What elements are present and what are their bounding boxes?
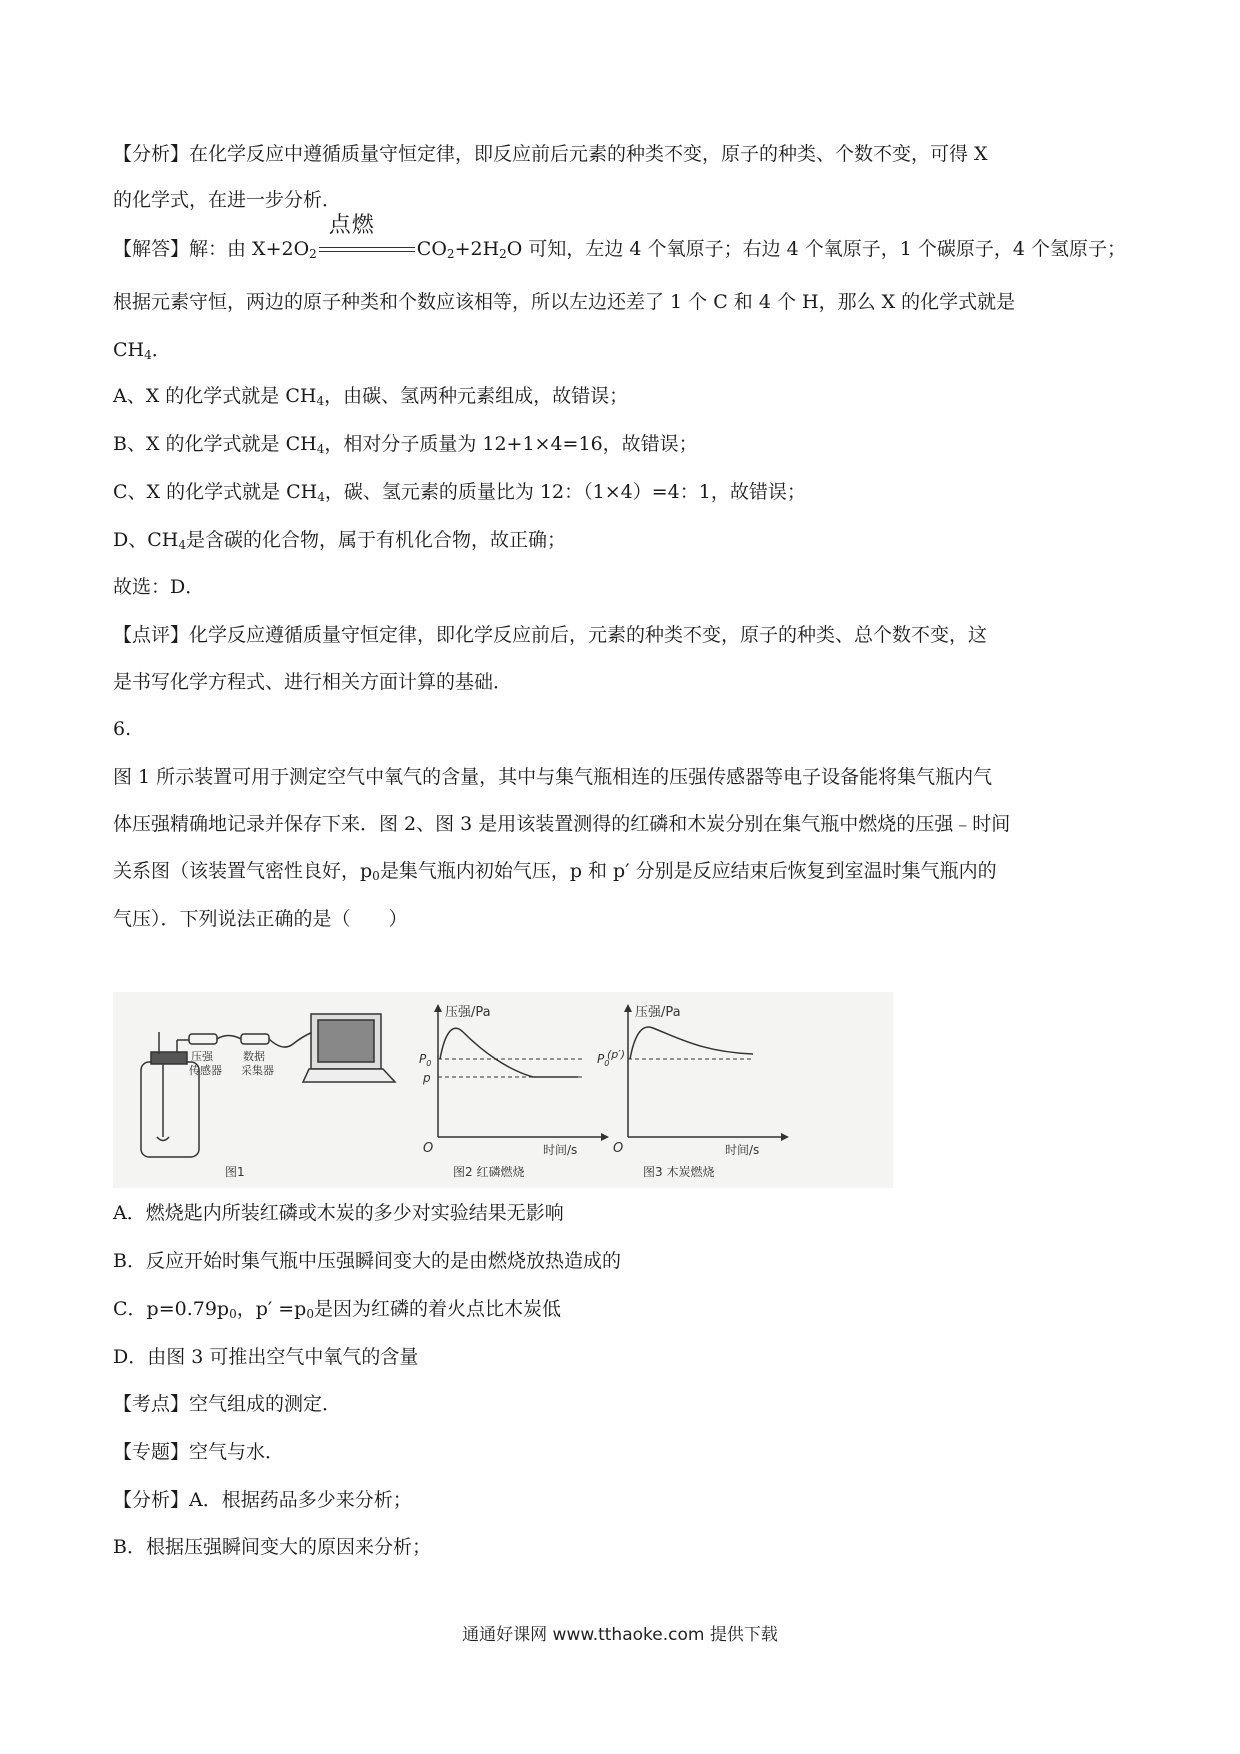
q6-option-c <box>113 1296 1130 1327</box>
solution-line-2: 根据元素守恒，两边的原子种类和个数应该相等，所以左边还差了 1 个 C 和 4 个 H，那么 X 的化学式就是 <box>113 291 1016 313</box>
analysis-line-1: 【分析】在化学反应中遵循质量守恒定律，即反应前后元素的种类不变，原子的种类、个数不变，可得 X <box>113 143 988 165</box>
laptop-display <box>318 1020 374 1062</box>
option-b-post: ，相对分子质量为 12+1×4=16，故错误； <box>324 433 698 455</box>
fig3-caption: 图3 木炭燃烧 <box>643 1165 715 1179</box>
solution-ch-sub: 4 <box>144 348 152 362</box>
option-c <box>113 479 1130 510</box>
solution-eq-prefix-sub: 2 <box>309 247 317 261</box>
collector-label-1: 数据 <box>243 1050 265 1063</box>
fig3-x-arrow <box>781 1133 789 1141</box>
fig2-y-arrow <box>434 1004 442 1012</box>
sensor-cable <box>217 1036 241 1040</box>
fig3-p0-main: P <box>597 1052 605 1066</box>
comment-line-1: 【点评】化学反应遵循质量守恒定律，即化学反应前后，元素的种类不变，原子的种类、总个数不变，这 <box>113 624 988 646</box>
fig3-pprime-label: (p′) <box>607 1048 626 1061</box>
analysis2-line-2: B．根据压强瞬间变大的原因来分析； <box>113 1536 431 1558</box>
graph-charcoal <box>624 1004 789 1141</box>
q6-option-d: D．由图 3 可推出空气中氧气的含量 <box>113 1346 419 1368</box>
fig2-x-arrow <box>601 1133 609 1141</box>
solution-ch-end: ． <box>151 339 171 361</box>
question-number: 6. <box>113 718 132 740</box>
option-d-post: 是含碳的化合物，属于有机化合物，故正确； <box>185 529 566 551</box>
fig2-p0-sub: 0 <box>426 1059 432 1068</box>
option-d-pre: D、CH <box>113 529 179 551</box>
page-footer: 通通好课网 www.tthaoke.com 提供下载 <box>462 1625 778 1645</box>
option-c-pre: C、X 的化学式就是 CH <box>113 481 318 503</box>
fig3-y-arrow <box>624 1004 632 1012</box>
sensor-label-2: 传感器 <box>189 1064 222 1077</box>
solution-ch: CH <box>113 339 145 361</box>
fig3-xlabel: 时间/s <box>725 1143 760 1157</box>
question-line-3-pre: 关系图（该装置气密性良好，p <box>113 860 373 882</box>
experiment-figure-svg <box>113 992 893 1188</box>
question-line-3-post: 是集气瓶内初始气压，p 和 p′ 分别是反应结束后恢复到室温时集气瓶内的 <box>379 860 997 882</box>
reaction-arrow <box>319 213 415 257</box>
option-a-sub: 4 <box>316 394 325 408</box>
apparatus-diagram <box>141 1014 395 1157</box>
option-c-sub: 4 <box>317 490 325 504</box>
solution-line-3 <box>113 337 1130 368</box>
option-b <box>113 431 1130 462</box>
solution-eq-co: CO <box>416 238 447 260</box>
question-line-3 <box>113 858 1130 889</box>
question-line-4: 气压）．下列说法正确的是（ ） <box>113 908 408 930</box>
q6-option-b: B．反应开始时集气瓶中压强瞬间变大的是由燃烧放热造成的 <box>113 1250 621 1272</box>
solution-eq-h2o: +2H <box>454 238 500 260</box>
fig3-p0-sub: 0 <box>604 1059 610 1068</box>
data-collector <box>241 1034 269 1044</box>
option-a-post: ，由碳、氢两种元素组成，故错误； <box>324 385 629 407</box>
solution-eq-co-sub: 2 <box>446 247 455 261</box>
q6-option-c-sub2: 0 <box>306 1307 314 1321</box>
fig3-curve <box>630 1027 753 1059</box>
question-line-1: 图 1 所示装置可用于测定空气中氧气的含量，其中与集气瓶相连的压强传感器等电子设备能将集气瓶内气 <box>113 766 993 788</box>
collector-label-2: 采集器 <box>241 1064 274 1077</box>
graph-red-phosphorus <box>434 1004 609 1141</box>
answer-choice: 故选：D． <box>113 576 205 598</box>
option-d <box>113 527 1130 558</box>
option-a-pre: A、X 的化学式就是 CH <box>113 385 317 407</box>
q6-option-c-post: 是因为红磷的着火点比木炭低 <box>313 1298 561 1320</box>
combustion-spoon <box>157 1137 169 1141</box>
fig2-caption: 图2 红磷燃烧 <box>453 1165 525 1179</box>
bottle-stopper <box>151 1052 187 1064</box>
solution-eq-prefix: 【解答】解：由 X+2O <box>113 238 310 260</box>
fig2-p0-label <box>419 1052 431 1068</box>
comment-line-2: 是书写化学方程式、进行相关方面计算的基础． <box>113 671 513 693</box>
option-b-pre: B、X 的化学式就是 CH <box>113 433 317 455</box>
analysis-line-2: 的化学式，在进一步分析． <box>113 189 342 211</box>
topic-line: 【专题】空气与水． <box>113 1441 285 1463</box>
pressure-sensor <box>189 1034 217 1044</box>
reaction-condition: 点燃 <box>328 213 375 238</box>
fig2-p0-main: P <box>419 1052 427 1066</box>
option-d-sub: 4 <box>178 538 186 552</box>
fig2-p-label: p <box>423 1071 431 1085</box>
fig2-xlabel: 时间/s <box>543 1143 578 1157</box>
q6-option-a: A．燃烧匙内所装红磷或木炭的多少对实验结果无影响 <box>113 1202 564 1224</box>
collector-cable <box>269 1032 313 1047</box>
q6-option-c-pre: C．p=0.79p <box>113 1298 230 1320</box>
option-b-sub: 4 <box>316 442 325 456</box>
solution-equation-line <box>113 213 1130 267</box>
sensor-label-1: 压强 <box>191 1050 213 1063</box>
keypoint-line: 【考点】空气组成的测定． <box>113 1393 342 1415</box>
laptop-keyboard <box>303 1069 395 1082</box>
fig1-caption: 图1 <box>225 1165 245 1179</box>
fig3-ylabel: 压强/Pa <box>635 1005 681 1020</box>
question-line-2: 体压强精确地记录并保存下来．图 2、图 3 是用该装置测得的红磷和木炭分别在集气瓶中燃烧的压强﹣时间 <box>113 813 1011 835</box>
option-c-post: ，碳、氢元素的质量比为 12：（1×4）=4：1，故错误； <box>324 481 806 503</box>
q6-option-c-sub: 0 <box>229 1307 237 1321</box>
fig2-ylabel: 压强/Pa <box>445 1005 491 1020</box>
question-line-3-sub: 0 <box>372 869 380 883</box>
fig3-origin: O <box>613 1141 624 1156</box>
option-a <box>113 383 1130 414</box>
solution-eq-suffix: O 可知，左边 4 个氧原子；右边 4 个氧原子，1 个碳原子，4 个氢原子； <box>506 238 1126 260</box>
analysis2-line-1: 【分析】A．根据药品多少来分析； <box>113 1489 412 1511</box>
fig2-curve <box>440 1028 578 1077</box>
fig2-origin: O <box>423 1141 434 1156</box>
solution-eq-h2o-sub: 2 <box>499 247 507 261</box>
q6-option-c-mid: ，p′ =p <box>236 1298 307 1320</box>
experiment-figure <box>113 992 893 1188</box>
